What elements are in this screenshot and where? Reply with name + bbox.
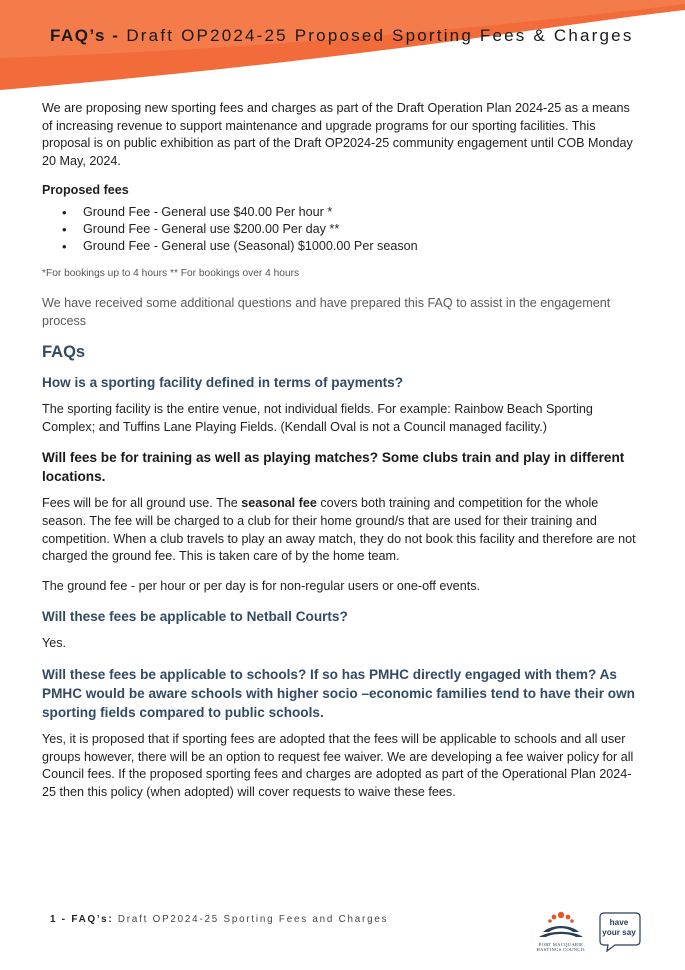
faq-question: Will fees be for training as well as playing matches? Some clubs train and play in different locations. <box>42 450 625 485</box>
answer-text: Fees will be for all ground use. The <box>42 496 242 511</box>
council-name-line2: HASTINGS COUNCIL <box>536 947 586 953</box>
faq-question: Will these fees be applicable to schools? If so has PMHC directly engaged with them? As PMHC would be aware schools with higher socio –economic families tend to have their own sporting fields compared to public schools. <box>42 666 635 720</box>
page-title-bold: FAQ’s - <box>50 26 120 45</box>
page-title-rest: Draft OP2024-25 Proposed Sporting Fees & Charges <box>126 26 634 45</box>
answer-text: covers both training and competition for the whole season. The fee will be charged to a club for their home ground/s that are used for their training and competition. When a club travels to play an away match, they do not book this facility and therefore are not charged the ground fee. This is taken care of by the home team. <box>42 496 636 564</box>
council-name-line1: PORT MACQUARIE <box>538 942 584 947</box>
faq-answer: The sporting facility is the entire venue, not individual fields. For example: Rainbow Beach Sporting Complex; and Tuffins Lane Playing Fields. (Kendall Oval is not a Council managed facility.) <box>42 402 593 434</box>
proposed-fees-heading: Proposed fees <box>42 183 129 198</box>
have-your-say-badge <box>599 912 641 952</box>
fees-list <box>42 204 642 255</box>
footer-label: FAQ’s: <box>71 914 114 925</box>
fee-item: • Ground Fee - General use $200.00 Per day ** <box>42 221 642 238</box>
faq-answer <box>42 495 642 565</box>
answer-emphasis: seasonal fee <box>241 496 317 511</box>
faq-intro-note: We have received some additional questions and have prepared this FAQ to assist in the engagement process <box>42 295 611 328</box>
page-title <box>50 26 634 46</box>
badge-line1: have <box>609 918 629 927</box>
document-body <box>42 100 642 813</box>
council-logo <box>531 906 591 962</box>
intro-paragraph: We are proposing new sporting fees and charges as part of the Draft Operation Plan 2024-25 as a means of increasing revenue to support maintenance and upgrade programs for our sporting facilities. This proposal is on public exhibition as part of the Draft OP2024-25 community engagement until COB Monday 20 May, 2024. <box>42 101 633 168</box>
council-name <box>531 942 591 953</box>
header-banner <box>0 0 685 92</box>
badge-line2: your say <box>602 927 636 937</box>
page-footer <box>50 914 388 925</box>
fee-item: • Ground Fee - General use $40.00 Per hour * <box>42 204 642 221</box>
orange-banner-shape <box>0 0 685 92</box>
council-emblem-icon <box>531 906 591 942</box>
faq-question: Will these fees be applicable to Netball Courts? <box>42 609 348 625</box>
footer-doc-title: Draft OP2024-25 Sporting Fees and Charges <box>117 914 389 925</box>
faqs-heading: FAQs <box>42 343 86 362</box>
faq-question: How is a sporting facility defined in terms of payments? <box>42 375 404 391</box>
faq-answer: Yes. <box>42 636 67 651</box>
faq-answer: Yes, it is proposed that if sporting fees are adopted that the fees will be applicable to schools and all user groups however, there will be an option to request fee waiver. We are developing a fee waiver policy for all Council fees. If the proposed sporting fees and charges are adopted as part of the Operational Plan 2024-25 then this policy (when adopted) will cover requests to waive these fees. <box>42 731 634 799</box>
faq-answer: The ground fee - per hour or per day is for non-regular users or one-off events. <box>42 578 480 593</box>
fee-item: • Ground Fee - General use (Seasonal) $1000.00 Per season <box>42 238 642 255</box>
badge-label <box>599 918 639 937</box>
footer-page-number: 1 - <box>50 914 67 925</box>
fees-footnote: *For bookings up to 4 hours ** For bookings over 4 hours <box>42 268 300 280</box>
